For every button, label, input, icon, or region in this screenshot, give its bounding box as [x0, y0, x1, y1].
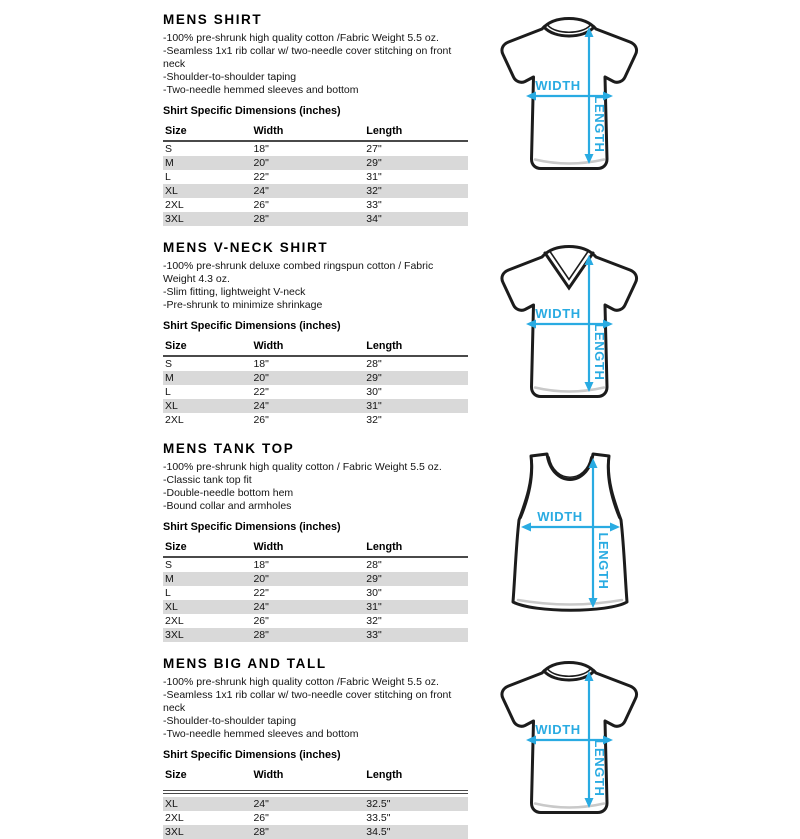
- table-cell: 24": [253, 601, 269, 613]
- table-row: [163, 628, 468, 642]
- column-header-length: Length: [364, 769, 468, 792]
- table-cell: S: [165, 143, 173, 155]
- v-neck-tshirt-diagram-icon: [478, 240, 663, 412]
- feature-bullet: -Classic tank top fit: [163, 474, 252, 486]
- section-text-column: [163, 240, 468, 427]
- table-cell: 20": [253, 157, 269, 169]
- dimensions-heading: Shirt Specific Dimensions (inches): [163, 749, 341, 761]
- length-label: LENGTH: [595, 532, 611, 590]
- table-header-row: [163, 769, 468, 792]
- feature-bullet: -100% pre-shrunk high quality cotton / Fabric Weight 5.5 oz.: [163, 461, 442, 473]
- table-cell: 34": [366, 213, 382, 225]
- column-header-length: Length: [364, 125, 468, 141]
- width-label: WIDTH: [535, 306, 581, 321]
- table-cell: L: [165, 386, 171, 398]
- length-label: LENGTH: [592, 739, 607, 797]
- table-cell: 28": [366, 358, 382, 370]
- section-mens-vneck-shirt: [163, 240, 800, 427]
- column-header-size: Size: [163, 541, 251, 557]
- table-cell: 28": [366, 559, 382, 571]
- table-cell: M: [165, 372, 174, 384]
- feature-bullet: -Pre-shrunk to minimize shrinkage: [163, 299, 323, 311]
- feature-bullet: -Two-needle hemmed sleeves and bottom: [163, 84, 359, 96]
- tank-top-diagram-icon: [486, 441, 656, 633]
- table-row: [163, 184, 468, 198]
- illustration-column: [478, 656, 663, 828]
- table-cell: 30": [366, 587, 382, 599]
- table-row: [163, 212, 468, 226]
- column-header-size: Size: [163, 769, 251, 792]
- section-text-column: [163, 12, 468, 226]
- table-cell: 30": [366, 386, 382, 398]
- illustration-column: [478, 240, 663, 412]
- section-text-column: [163, 656, 468, 839]
- feature-bullet: -Double-needle bottom hem: [163, 487, 294, 499]
- table-cell: XL: [165, 601, 178, 613]
- section-mens-big-and-tall: [163, 656, 800, 839]
- table-cell: 29": [366, 372, 382, 384]
- size-table: [163, 769, 468, 839]
- table-cell: 22": [253, 171, 269, 183]
- section-title: MENS V-NECK SHIRT: [163, 240, 329, 255]
- table-cell: 31": [366, 400, 382, 412]
- table-cell: 3XL: [165, 629, 184, 641]
- column-header-size: Size: [163, 125, 251, 141]
- table-cell: 33": [366, 199, 382, 211]
- table-cell: 26": [253, 615, 269, 627]
- feature-bullet: -Seamless 1x1 rib collar w/ two-needle cover stitching on front neck: [163, 689, 452, 714]
- crew-neck-tshirt-diagram-icon: [478, 656, 663, 828]
- table-cell: 32": [366, 414, 382, 426]
- section-title: MENS TANK TOP: [163, 441, 295, 456]
- table-cell: XL: [165, 185, 178, 197]
- feature-bullet: -100% pre-shrunk high quality cotton /Fabric Weight 5.5 oz.: [163, 32, 439, 44]
- table-cell: 32.5": [366, 798, 391, 810]
- width-label: WIDTH: [536, 509, 583, 524]
- table-cell: L: [165, 587, 171, 599]
- table-row: [163, 170, 468, 184]
- table-cell: 32": [366, 615, 382, 627]
- width-label: WIDTH: [535, 78, 581, 93]
- table-cell: 32": [366, 185, 382, 197]
- table-cell: 24": [253, 798, 269, 810]
- feature-bullet: -100% pre-shrunk deluxe combed ringspun cotton / Fabric Weight 4.3 oz.: [163, 260, 434, 285]
- table-cell: 31": [366, 601, 382, 613]
- column-header-width: Width: [251, 541, 364, 557]
- table-row: [163, 371, 468, 385]
- table-cell: 26": [253, 812, 269, 824]
- table-cell: 26": [253, 199, 269, 211]
- table-cell: 31": [366, 171, 382, 183]
- table-row: [163, 141, 468, 156]
- feature-bullet: -Shoulder-to-shoulder taping: [163, 715, 297, 727]
- column-header-width: Width: [251, 340, 364, 356]
- section-text-column: [163, 441, 468, 642]
- table-row: [163, 572, 468, 586]
- table-row: [163, 557, 468, 572]
- table-row: [163, 399, 468, 413]
- table-cell: 2XL: [165, 812, 184, 824]
- table-row: [163, 614, 468, 628]
- table-cell: 26": [253, 414, 269, 426]
- table-cell: 18": [253, 358, 269, 370]
- column-header-width: Width: [251, 769, 364, 792]
- size-table: [163, 541, 468, 642]
- feature-bullet: -Two-needle hemmed sleeves and bottom: [163, 728, 359, 740]
- table-cell: 3XL: [165, 826, 184, 838]
- dimensions-heading: Shirt Specific Dimensions (inches): [163, 105, 341, 117]
- table-row: [163, 797, 468, 811]
- table-cell: 27": [366, 143, 382, 155]
- table-row: [163, 825, 468, 839]
- feature-list: [163, 461, 468, 513]
- column-header-width: Width: [251, 125, 364, 141]
- table-cell: 2XL: [165, 414, 184, 426]
- table-cell: 3XL: [165, 213, 184, 225]
- feature-bullet: -Seamless 1x1 rib collar w/ two-needle cover stitching on front neck: [163, 45, 452, 70]
- table-cell: 28": [253, 826, 269, 838]
- feature-list: [163, 676, 468, 741]
- feature-bullet: -100% pre-shrunk high quality cotton /Fabric Weight 5.5 oz.: [163, 676, 439, 688]
- table-row: [163, 156, 468, 170]
- feature-list: [163, 32, 468, 97]
- size-table: [163, 340, 468, 427]
- section-title: MENS SHIRT: [163, 12, 263, 27]
- table-cell: 18": [253, 559, 269, 571]
- illustration-column: [478, 441, 663, 633]
- column-header-length: Length: [364, 541, 468, 557]
- table-cell: 29": [366, 157, 382, 169]
- table-header-row: [163, 340, 468, 356]
- table-cell: 22": [253, 587, 269, 599]
- feature-list: [163, 260, 468, 312]
- table-cell: 33": [366, 629, 382, 641]
- table-row: [163, 413, 468, 427]
- table-row: [163, 356, 468, 371]
- dimensions-heading: Shirt Specific Dimensions (inches): [163, 320, 341, 332]
- table-cell: 24": [253, 400, 269, 412]
- dimensions-heading: Shirt Specific Dimensions (inches): [163, 521, 341, 533]
- table-cell: 22": [253, 386, 269, 398]
- table-cell: 2XL: [165, 615, 184, 627]
- table-cell: XL: [165, 798, 178, 810]
- length-label: LENGTH: [592, 323, 607, 381]
- section-mens-shirt: [163, 12, 800, 226]
- table-row: [163, 600, 468, 614]
- feature-bullet: -Shoulder-to-shoulder taping: [163, 71, 297, 83]
- column-header-length: Length: [364, 340, 468, 356]
- table-cell: L: [165, 171, 171, 183]
- section-title: MENS BIG AND TALL: [163, 656, 327, 671]
- table-cell: S: [165, 559, 173, 571]
- table-row: [163, 198, 468, 212]
- table-cell: 29": [366, 573, 382, 585]
- section-mens-tank-top: [163, 441, 800, 642]
- column-header-size: Size: [163, 340, 251, 356]
- table-row: [163, 811, 468, 825]
- length-label: LENGTH: [592, 95, 607, 153]
- table-cell: 28": [253, 213, 269, 225]
- table-cell: 2XL: [165, 199, 184, 211]
- table-cell: S: [165, 358, 173, 370]
- table-cell: 33.5": [366, 812, 391, 824]
- width-label: WIDTH: [535, 722, 581, 737]
- crew-neck-tshirt-diagram-icon: [478, 12, 663, 184]
- table-header-row: [163, 541, 468, 557]
- table-cell: 20": [253, 573, 269, 585]
- size-table: [163, 125, 468, 226]
- table-row: [163, 586, 468, 600]
- table-cell: 18": [253, 143, 269, 155]
- feature-bullet: -Bound collar and armholes: [163, 500, 292, 512]
- table-header-row: [163, 125, 468, 141]
- table-cell: M: [165, 573, 174, 585]
- feature-bullet: -Slim fitting, lightweight V-neck: [163, 286, 306, 298]
- table-cell: 20": [253, 372, 269, 384]
- table-cell: 24": [253, 185, 269, 197]
- table-cell: M: [165, 157, 174, 169]
- table-cell: XL: [165, 400, 178, 412]
- table-cell: 28": [253, 629, 269, 641]
- table-row: [163, 385, 468, 399]
- table-cell: 34.5": [366, 826, 391, 838]
- illustration-column: [478, 12, 663, 184]
